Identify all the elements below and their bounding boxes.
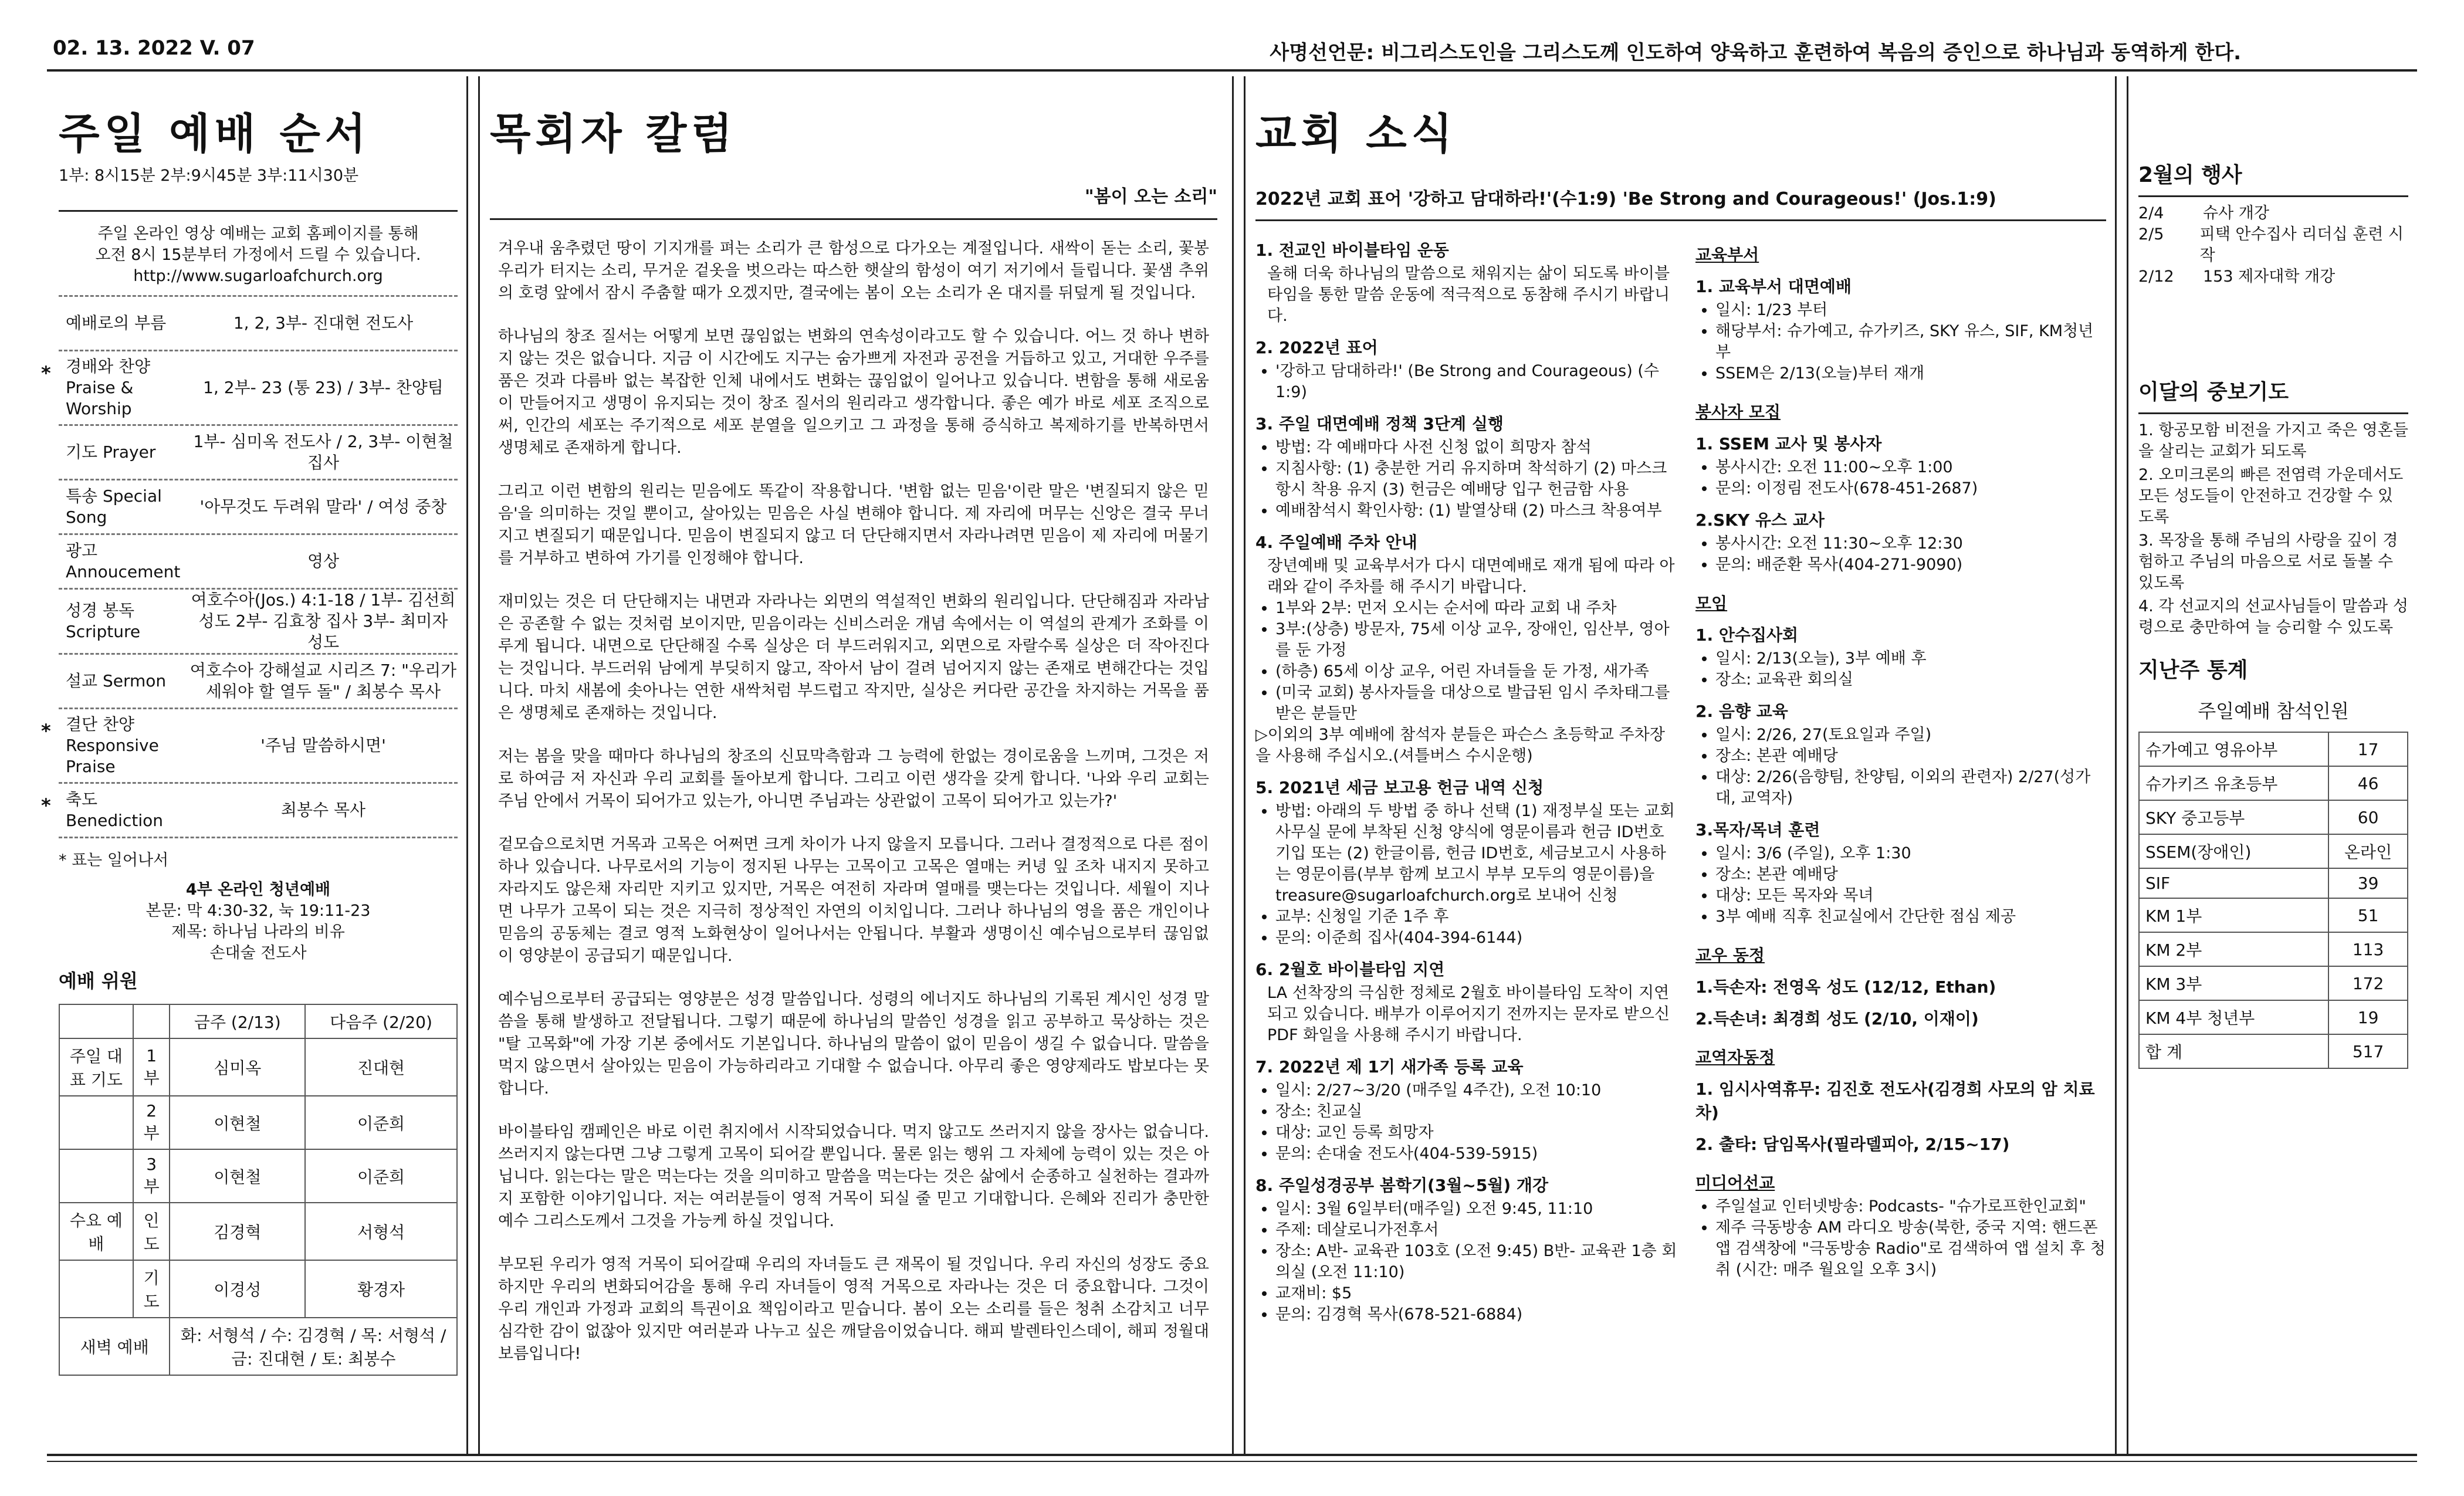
news-section	[1255, 82, 2106, 1331]
events-list	[2138, 203, 2408, 287]
events-title: 2월의 행사	[2138, 163, 2242, 187]
order-value: 여호수아 강해설교 시리즈 7: "우리가 세워야 할 열두 돌" / 최봉수 목사	[189, 661, 457, 701]
committee-now: 이경성	[170, 1260, 305, 1318]
stats-name: 슈가예고 영유아부	[2139, 732, 2328, 766]
prayer-item: 1. 항공모함 비전을 가지고 죽은 영혼들을 살리는 교회가 되도록	[2138, 421, 2408, 461]
column-paragraph: 그리고 이런 변함의 원리는 믿음에도 똑같이 작용합니다. '변함 없는 믿음'이란 말은 '변질되지 않은 믿음'을 의미하는 것일 뿐이고, 살아있는 믿음은 사실 변해야 합니다. 제 자리에 머무는 신앙은 결국 무너지고 변질되기 때문입니다. 믿음이 변질되지 않고 더 단단해지면서 자라나려면 믿음이 제 자리에 머물기를 거부하고 변하여 가기를 인정해야 합니다.	[498, 482, 1209, 567]
news-item	[1255, 957, 1678, 1046]
order-label: 축도 Benediction	[66, 790, 163, 830]
news-category	[1695, 400, 2106, 576]
news-item-heading: 6. 2월호 바이블타임 지연	[1255, 960, 1445, 979]
worship-order-row	[59, 480, 458, 535]
worship-order-row	[59, 297, 458, 351]
committee-group	[59, 1096, 133, 1149]
event-date: 2/12	[2138, 268, 2174, 286]
stats-value: 51	[2328, 898, 2408, 932]
event-text: 슈사 개강	[2203, 204, 2269, 222]
news-bullet: • 봉사시간: 오전 11:30~오후 12:30	[1715, 533, 2106, 554]
stats-name: KM 2부	[2139, 932, 2328, 966]
worship-order-row	[41, 709, 458, 784]
event-item	[2138, 203, 2408, 224]
order-value: 영상	[307, 551, 340, 571]
column-paragraph: 재미있는 것은 더 단단해지는 내면과 자라나는 외면의 역설적인 변화의 원리입니다. 단단해짐과 자라남은 공존할 수 없는 것처럼 보이지만, 믿음이라는 신비스러운 개념 속에서는 이 역설의 관계가 조화를 이루게 됩니다. 내면으로 단단해질 수록 실상은 더 부드러워지고, 외면으로 자랄수록 실상은 더 작아진다는 것입니다. 부드러워 남에게 부딪히지 않고, 작아서 남이 걸려 넘어지지 않는 존재로 변해간다는 것입니다. 마치 새봄에 솟아나는 연한 새싹처럼 부드럽고 작지만, 실상은 커다란 공간을 차지하는 거목을 품은 생명체로 존재하는 것입니다.	[498, 593, 1209, 722]
order-label: 결단 찬양 Responsive Praise	[66, 715, 159, 776]
committee-table	[59, 1004, 458, 1376]
committee-head-cell: 다음주 (2/20)	[305, 1004, 457, 1038]
pastor-column-section	[490, 82, 1217, 1386]
column-paragraph: 겨우내 움추렸던 땅이 기지개를 펴는 소리가 큰 함성으로 다가오는 계절입니다. 새싹이 돋는 소리, 꽃봉우리가 터지는 소리, 무거운 겉옷을 벗으라는 따스한 햇살의 함성이 여기 저기에서 들립니다. 꽃샘 추위의 호령 앞에서 잠시 주춤할 때가 오겠지만, 결국에는 봄이 오는 소리가 온 대지를 뒤덮게 될 것입니다.	[498, 239, 1209, 302]
stats-title: 지난주 통계	[2138, 658, 2248, 682]
dawn-row	[59, 1318, 457, 1375]
order-label: 예배로의 부름	[66, 313, 167, 333]
news-bullet: • (미국 교회) 봉사자들을 대상으로 발급된 임시 주차태그를 받은 분들만	[1275, 682, 1678, 725]
stats-value: 온라인	[2328, 834, 2408, 868]
news-item-heading: 5. 2021년 세금 보고용 헌금 내역 신청	[1255, 778, 1544, 797]
news-item	[1255, 530, 1678, 767]
standing-note: * 표는 일어나서	[59, 851, 169, 869]
event-date: 2/4	[2138, 204, 2164, 222]
news-bullet: • 대상: 모든 목자와 목녀	[1715, 885, 2106, 906]
order-value: 여호수아(Jos.) 4:1-18 / 1부- 김선희 성도 2부- 김효창 집사 3부- 최미자 성도	[191, 590, 456, 652]
news-category-heading: 교우 동정	[1695, 946, 1765, 965]
news-bullet: • 주제: 데살로니가전후서	[1275, 1220, 1678, 1241]
stats-value: 60	[2328, 800, 2408, 834]
stats-value: 19	[2328, 1000, 2408, 1034]
news-item	[1255, 335, 1678, 403]
committee-part: 3부	[133, 1149, 170, 1203]
order-value: 최봉수 목사	[280, 800, 366, 820]
news-category	[1695, 591, 2106, 928]
stats-table	[2138, 732, 2408, 1069]
news-bullet: • 장소: A반- 교육관 103호 (오전 9:45) B반- 교육관 1층 회의실 (오전 11:10)	[1275, 1241, 1678, 1283]
stats-row	[2139, 932, 2408, 966]
news-bullet: • 일시: 3/6 (주일), 오후 1:30	[1715, 843, 2106, 864]
stats-value: 46	[2328, 766, 2408, 800]
committee-head-cell: 금주 (2/13)	[170, 1004, 305, 1038]
column-divider	[478, 76, 480, 1455]
event-date: 2/5	[2138, 225, 2164, 243]
standing-mark: *	[41, 720, 51, 742]
news-category	[1695, 943, 2106, 1030]
news-bullet: • 장소: 교육관 회의실	[1715, 669, 2106, 691]
news-group-heading: 2. 출타: 담임목사(필라델피아, 2/15~17)	[1695, 1135, 2010, 1154]
dawn-value: 화: 서형석 / 수: 김경혁 / 목: 서형석 / 금: 진대현 / 토: 최봉수	[170, 1318, 457, 1375]
event-item	[2138, 266, 2408, 287]
news-bullet: • 일시: 2/27~3/20 (매주일 4주간), 오전 10:10	[1275, 1080, 1678, 1101]
column-paragraph: 저는 봄을 맞을 때마다 하나님의 창조의 신묘막측함과 그 능력에 한없는 경이로움을 느끼며, 그것은 저로 하여금 저 자신과 우리 교회를 돌아보게 합니다. 그리고 이런 생각을 갖게 합니다. '나와 우리 교회는 주님 안에서 거목이 되어가고 있는가, 아니면 주님과는 상관없이 고목이 되어가고 있는가?'	[498, 747, 1209, 810]
news-right-list	[1695, 229, 2106, 1331]
stats-value: 39	[2328, 868, 2408, 898]
committee-title: 예배 위원	[59, 970, 138, 992]
order-label: 설교 Sermon	[66, 671, 167, 691]
news-group-heading: 2.SKY 유스 교사	[1695, 510, 1825, 530]
news-bullet: • 봉사시간: 오전 11:00~오후 1:00	[1715, 457, 2106, 478]
column-divider	[466, 76, 468, 1455]
news-bullet: • 방법: 아래의 두 방법 중 하나 선택 (1) 재정부실 또는 교회 사무실 문에 부착된 신청 양식에 영문이름과 헌금 ID번호 기입 또는 (2) 한글이름, 헌금 ID번호, 세금보고시 사용하는 영문이름(부부 함께 보고시 부부 모두의 영문이름)을 treasure@sugarloafchurch.org로 보내어 신청	[1275, 801, 1678, 906]
stats-row	[2139, 766, 2408, 800]
news-item-body: 장년예배 및 교육부서가 다시 대면예배로 재개 됨에 따라 아래와 같이 주차를 해 주시기 바랍니다.	[1267, 557, 1675, 596]
order-label: 성경 봉독 Scripture	[66, 601, 141, 641]
news-bullet: • 장소: 본관 예배당	[1715, 746, 2106, 767]
committee-now: 김경혁	[170, 1203, 305, 1260]
news-bullet: • 주일설교 인터넷방송: Podcasts- "슈가로프한인교회"	[1715, 1196, 2106, 1217]
stats-row	[2139, 800, 2408, 834]
order-label: 특송 Special Song	[66, 486, 162, 527]
news-item-heading: 7. 2022년 제 1기 새가족 등록 교육	[1255, 1057, 1524, 1077]
issue-date: 02. 13. 2022 V. 07	[53, 36, 255, 60]
committee-row	[59, 1203, 457, 1260]
news-bullet: • 일시: 2/26, 27(토요일과 주일)	[1715, 725, 2106, 746]
news-item	[1255, 1054, 1678, 1165]
stats-name: SKY 중고등부	[2139, 800, 2328, 834]
news-item-heading: 1. 전교인 바이블타임 운동	[1255, 241, 1449, 260]
order-label: 광고 Annoucement	[66, 541, 181, 581]
committee-now: 이현철	[170, 1149, 305, 1203]
order-value: '아무것도 두려워 말라' / 여성 중창	[199, 497, 447, 516]
news-bullet: • 일시: 2/13(오늘), 3부 예배 후	[1715, 648, 2106, 669]
news-category-heading: 미디어선교	[1695, 1173, 1775, 1193]
standing-mark: *	[41, 794, 51, 817]
order-label: 기도 Prayer	[66, 442, 156, 462]
news-bullet: • 교재비: $5	[1275, 1283, 1678, 1304]
youth-worship: 4부 온라인 청년예배 본문: 막 4:30-32, 눅 19:11-23 제목: 하나님 나라의 비유 손대술 전도사	[145, 881, 371, 962]
committee-now: 이현철	[170, 1096, 305, 1149]
stats-row	[2139, 834, 2408, 868]
news-group-heading: 1. 임시사역휴무: 김진호 전도사(김경희 사모의 암 치료차)	[1695, 1079, 2095, 1122]
committee-next: 이준희	[305, 1096, 457, 1149]
stats-name: SIF	[2139, 868, 2328, 898]
news-bullet: • 방법: 각 예배마다 사전 신청 없이 희망자 참석	[1275, 437, 1678, 458]
news-note: ▷이외의 3부 예배에 참석자 분들은 파슨스 초등학교 주차장을 사용해 주십시오.(셔틀버스 수시운행)	[1255, 726, 1665, 765]
dawn-label: 새벽 예배	[59, 1318, 170, 1375]
top-rule	[47, 69, 2417, 72]
news-category-heading: 모임	[1695, 594, 1728, 613]
committee-row	[59, 1096, 457, 1149]
stats-row	[2139, 966, 2408, 1000]
news-item-heading: 4. 주일예배 주차 안내	[1255, 533, 1417, 552]
news-left-list	[1255, 229, 1678, 1331]
news-title: 교회 소식	[1255, 109, 1457, 158]
stats-name: KM 4부 청년부	[2139, 1000, 2328, 1034]
news-category-heading: 교역자동정	[1695, 1048, 1775, 1067]
committee-next: 서형석	[305, 1203, 457, 1260]
online-note: 주일 온라인 영상 예배는 교회 홈페이지를 통해 오전 8시 15분부터 가정에서 드릴 수 있습니다. http://www.sugarloafchurch.org	[95, 225, 421, 285]
stats-name: 합 계	[2139, 1034, 2328, 1068]
news-category-heading: 교육부서	[1695, 245, 1759, 265]
column-body	[490, 238, 1217, 1365]
prayer-item: 4. 각 선교지의 선교사님들이 말씀과 성령으로 충만하여 늘 승리할 수 있도록	[2138, 597, 2408, 637]
committee-next: 황경자	[305, 1260, 457, 1318]
column-paragraph: 부모된 우리가 영적 거목이 되어갈때 우리의 자녀들도 큰 재목이 될 것입니다. 우리 자신의 성장도 중요하지만 우리의 변화되어감을 통해 우리 자녀들이 영적 거목으로 자라나는 것은 더 중요합니다. 그것이 우리 개인과 가정과 교회의 특권이요 책임이라고 믿습니다. 봄이 오는 소리를 들은 청취 소감치고 너무 심각한 감이 없잖아 있지만 여러분과 나누고 싶은 깨달음이었습니다. 해피 발렌타인스데이, 해피 정월대보름입니다!	[498, 1255, 1209, 1363]
stats-table-title: 주일예배 참석인원	[2198, 700, 2349, 722]
committee-part: 인도	[133, 1203, 170, 1260]
order-value: '주님 말씀하시면'	[260, 736, 386, 755]
news-bullet: • (하층) 65세 이상 교우, 어린 자녀들을 둔 가정, 새가족	[1275, 661, 1678, 682]
worship-order-row	[41, 784, 458, 838]
stats-row	[2139, 1000, 2408, 1034]
order-value: 1, 2부- 23 (통 23) / 3부- 찬양팀	[203, 378, 444, 397]
news-bullet: • 3부 예배 직후 친교실에서 간단한 점심 제공	[1715, 906, 2106, 928]
column-divider	[2115, 76, 2117, 1455]
news-bullet: • 문의: 김경혁 목사(678-521-6884)	[1275, 1304, 1678, 1325]
prayer-list	[2138, 420, 2408, 638]
prayer-title: 이달의 중보기도	[2138, 380, 2289, 404]
news-item-heading: 8. 주일성경공부 봄학기(3월~5월) 개강	[1255, 1176, 1549, 1195]
news-item	[1255, 238, 1678, 327]
news-bullet: • 장소: 친교실	[1275, 1101, 1678, 1122]
news-bullet: • 1부와 2부: 먼저 오시는 순서에 따라 교회 내 주차	[1275, 598, 1678, 619]
stats-name: KM 3부	[2139, 966, 2328, 1000]
news-category-heading: 봉사자 모집	[1695, 402, 1781, 422]
worship-section	[41, 82, 458, 1376]
news-group-heading: 1.득손자: 전영옥 성도 (12/12, Ethan)	[1695, 977, 1996, 997]
news-item	[1255, 775, 1678, 949]
news-item	[1255, 411, 1678, 522]
news-category	[1695, 1170, 2106, 1281]
column-divider	[2127, 76, 2128, 1455]
committee-head-cell	[59, 1004, 133, 1038]
committee-part: 1부	[133, 1038, 170, 1096]
event-text: 153 제자대학 개강	[2203, 268, 2336, 286]
committee-next: 진대현	[305, 1038, 457, 1096]
committee-row	[59, 1038, 457, 1096]
committee-part: 기도	[133, 1260, 170, 1318]
standing-mark: *	[41, 362, 51, 384]
news-group-heading: 2.득손녀: 최경희 성도 (2/10, 이재이)	[1695, 1009, 1979, 1028]
prayer-item: 3. 목장을 통해 주님의 사랑을 깊이 경험하고 주님의 마음으로 서로 돌볼 수 있도록	[2138, 532, 2398, 592]
news-bullet: • 문의: 이준희 집사(404-394-6144)	[1275, 928, 1678, 949]
stats-name: SSEM(장애인)	[2139, 834, 2328, 868]
news-bullet: • 일시: 3월 6일부터(매주일) 오전 9:45, 11:10	[1275, 1199, 1678, 1220]
news-category	[1695, 242, 2106, 384]
news-bullet: • SSEM은 2/13(오늘)부터 재개	[1715, 363, 2106, 384]
stats-row	[2139, 898, 2408, 932]
worship-order-row	[41, 351, 458, 426]
column-paragraph: 하나님의 창조 질서는 어떻게 보면 끊임없는 변화의 연속성이라고도 할 수 있습니다. 어느 것 하나 변하지 않는 것은 없습니다. 지금 이 시간에도 지구는 숨가쁘게 자전과 공전을 거듭하고 있고, 거대한 우주를 품은 것과 다름바 없는 복잡한 인체 내에서도 변화는 끊임없이 일어나고 있습니다. 변함을 통해 새로움이 만들어지고 생명이 유지되는 것이 창조 질서의 원리라고 생각합니다. 좋은 예가 바로 세포 조직으로써, 인간의 세포는 주기적으로 세포 분열을 일으키고 그 과정을 통해 증식하고 복제하기를 반복하면서 생명체로 존재하게 합니다.	[498, 327, 1209, 457]
news-group-heading: 1. 안수집사회	[1695, 625, 1799, 645]
committee-row	[59, 1260, 457, 1318]
news-group-heading: 1. 교육부서 대면예배	[1695, 277, 1852, 296]
order-value: 1부- 심미옥 전도사 / 2, 3부- 이현철 집사	[193, 432, 453, 472]
prayer-item: 2. 오미크론의 빠른 전염력 가운데서도 모든 성도들이 안전하고 건강할 수 있도록	[2138, 466, 2404, 526]
stats-value: 17	[2328, 732, 2408, 766]
news-bullet: • 대상: 교인 등록 희망자	[1275, 1122, 1678, 1143]
worship-order-row	[59, 590, 458, 655]
worship-order-list	[41, 297, 458, 838]
news-bullet: • 장소: 본관 예배당	[1715, 864, 2106, 885]
worship-order-row	[59, 426, 458, 480]
page-header	[0, 0, 2464, 70]
committee-now: 심미옥	[170, 1038, 305, 1096]
committee-group	[59, 1260, 133, 1318]
news-bullet: • '강하고 담대하라!' (Be Strong and Courageous) (수 1:9)	[1275, 361, 1678, 403]
news-bullet: • 해당부서: 슈가예고, 슈가키즈, SKY 유스, SIF, KM청년부	[1715, 321, 2106, 363]
stats-row	[2139, 868, 2408, 898]
worship-times: 1부: 8시15분 2부:9시45분 3부:11시30분	[59, 167, 359, 185]
stats-name: KM 1부	[2139, 898, 2328, 932]
news-bullet: • 문의: 배준환 목사(404-271-9090)	[1715, 554, 2106, 576]
column-divider	[1232, 76, 1234, 1455]
column-title: 목회자 칼럼	[490, 109, 737, 158]
stats-row	[2139, 732, 2408, 766]
column-paragraph: 예수님으로부터 공급되는 영양분은 성경 말씀입니다. 성령의 에너지도 하나님의 기록된 계시인 성경 말씀을 통해 발생하고 전달됩니다. 그렇기 때문에 하나님의 말씀인 성경을 읽고 공부하고 묵상하는 것은 "탈 고목화"에 가장 기본 중에서도 기본입니다. 하나님의 말씀이 없이 믿음이 생길 수 없습니다. 말씀을 먹지 않으면서 살아있는 믿음이 가능하리라고 기대할 수 없습니다. 아무리 좋은 영양제라도 밥보다는 못합니다.	[498, 990, 1209, 1098]
news-item-body: LA 선착장의 극심한 정체로 2월호 바이블타임 도착이 지연되고 있습니다. 배부가 이루어지기 전까지는 문자로 받으신 PDF 화일을 사용해 주시기 바랍니다.	[1267, 984, 1670, 1044]
bottom-rule-thin	[47, 1461, 2417, 1462]
news-category	[1695, 1045, 2106, 1155]
news-bullet: • 일시: 1/23 부터	[1715, 300, 2106, 321]
stats-value: 517	[2328, 1034, 2408, 1068]
committee-part: 2부	[133, 1096, 170, 1149]
news-item-heading: 2. 2022년 표어	[1255, 338, 1378, 357]
news-bullet: • 예배참석시 확인사항: (1) 발열상태 (2) 마스크 착용여부	[1275, 500, 1678, 522]
news-bullet: • 문의: 이정림 전도사(678-451-2687)	[1715, 478, 2106, 499]
news-item-heading: 3. 주일 대면예배 정책 3단계 실행	[1255, 414, 1504, 434]
news-bullet: • 지침사항: (1) 충분한 거리 유지하며 착석하기 (2) 마스크 항시 착용 유지 (3) 헌금은 예배당 입구 헌금함 사용	[1275, 458, 1678, 500]
committee-group: 주일 대표 기도	[59, 1038, 133, 1096]
order-value: 1, 2, 3부- 진대현 전도사	[233, 313, 414, 333]
worship-order-row	[59, 535, 458, 590]
sidebar-section	[2138, 82, 2408, 1069]
committee-group: 수요 예배	[59, 1203, 133, 1260]
news-group-heading: 3.목자/목녀 훈련	[1695, 820, 1820, 840]
column-paragraph: 겉모습으로치면 거목과 고목은 어쩌면 크게 차이가 나지 않을지 모릅니다. 그러나 결정적으로 다른 점이 하나 있습니다. 나무로서의 기능이 정지된 나무는 고목이고 고목은 열매는 커녕 잎 조차 내지지 못하고 자라지도 않은채 자리만 지키고 있지만, 거목은 여전히 자라며 열매를 맺는다는 것입니다. 세월이 지나면 나무가 고목이 되는 것은 지극히 정상적인 자연의 이치입니다. 그러나 하나님의 영을 품은 개인이나 믿음의 공동체는 결코 영적 노화현상이 일어나서는 안됩니다. 부활과 생명이신 예수님으로부터 끊임없이 영양분이 공급되기 때문입니다.	[498, 835, 1209, 965]
news-item	[1255, 1173, 1678, 1325]
column-divider	[1244, 76, 1245, 1455]
worship-order-row	[59, 655, 458, 709]
column-paragraph: 바이블타임 캠페인은 바로 이런 취지에서 시작되었습니다. 먹지 않고도 쓰러지지 않을 장사는 없습니다. 쓰러지지 않는다면 그냥 그렇게 고목이 되어갈 뿐입니다. 물론 읽는 행위 그 자체에 능력이 있는 것은 아닙니다. 읽는다는 말은 먹는다는 것을 의미하고 말씀을 먹는다는 것은 삶에서 순종하고 실천하는 결과까지 포함한 이야기입니다. 저는 여러분들이 영적 거목이 되실 줄 믿고 기대합니다. 은혜와 진리가 충만한 예수 그리스도께서 그것을 가능케 하실 것입니다.	[498, 1123, 1209, 1230]
news-item-body: 올해 더욱 하나님의 말씀으로 채워지는 삶이 되도록 바이블타임을 통한 말씀 운동에 적극적으로 동참해 주시기 바랍니다.	[1267, 265, 1670, 325]
stats-name: 슈가키즈 유초등부	[2139, 766, 2328, 800]
news-bullet: • 제주 극동방송 AM 라디오 방송(북한, 중국 지역: 핸드폰 앱 검색창에 "극동방송 Radio"로 검색하여 앱 설치 후 청취 (시간: 매주 월요일 오후 3시)	[1715, 1217, 2106, 1281]
news-motto: 2022년 교회 표어 '강하고 담대하라!'(수1:9) 'Be Strong and Courageous!' (Jos.1:9)	[1255, 189, 1996, 209]
column-subtitle: "봄이 오는 소리"	[1084, 187, 1217, 207]
worship-title: 주일 예배 순서	[59, 109, 371, 158]
news-group-heading: 2. 음향 교육	[1695, 702, 1788, 721]
mission-statement: 사명선언문: 비그리스도인을 그리스도께 인도하여 양육하고 훈련하여 복음의 증인으로 하나님과 동역하게 한다.	[1270, 41, 2241, 65]
committee-group	[59, 1149, 133, 1203]
stats-row	[2139, 1034, 2408, 1068]
stats-value: 113	[2328, 932, 2408, 966]
stats-value: 172	[2328, 966, 2408, 1000]
committee-next: 이준희	[305, 1149, 457, 1203]
event-item	[2138, 224, 2408, 266]
news-bullet: • 교부: 신청일 기준 1주 후	[1275, 906, 1678, 928]
news-bullet: • 문의: 손대술 전도사(404-539-5915)	[1275, 1143, 1678, 1165]
committee-head-cell	[133, 1004, 170, 1038]
committee-head-row	[59, 1004, 457, 1038]
order-label: 경배와 찬양 Praise & Worship	[66, 357, 151, 418]
event-text: 피택 안수집사 리더십 훈련 시작	[2199, 225, 2404, 265]
news-bullet: • 3부:(상층) 방문자, 75세 이상 교우, 장애인, 임산부, 영아를 둔 가정	[1275, 619, 1678, 661]
news-bullet: • 대상: 2/26(음향팀, 찬양팀, 이외의 관련자) 2/27(성가대, 교역자)	[1715, 767, 2106, 809]
committee-row	[59, 1149, 457, 1203]
news-group-heading: 1. SSEM 교사 및 봉사자	[1695, 434, 1882, 453]
